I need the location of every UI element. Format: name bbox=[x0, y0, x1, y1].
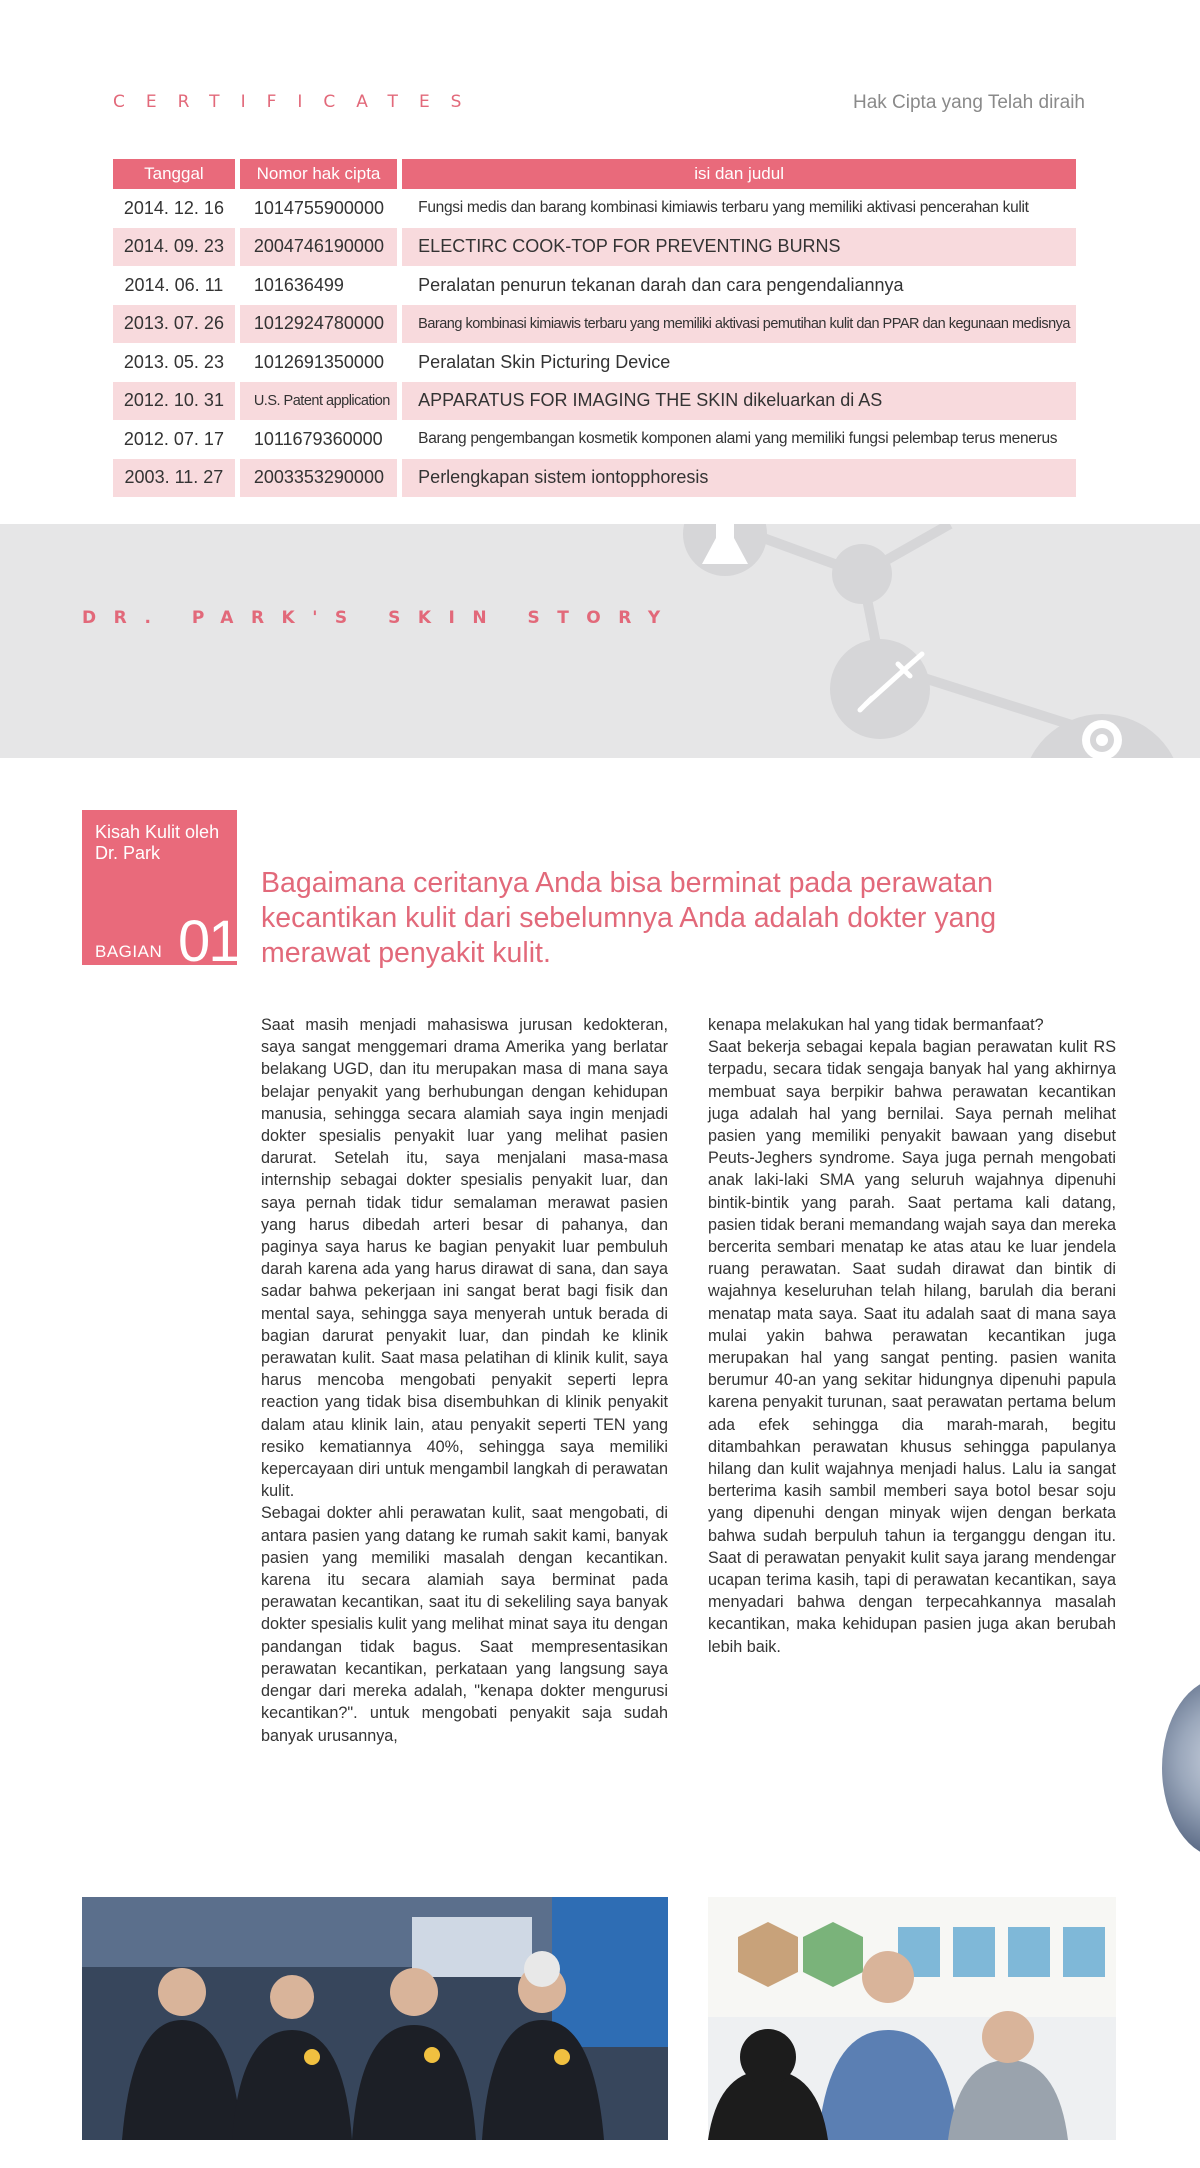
story-headline: Bagaimana ceritanya Anda bisa berminat pada perawatan kecantikan kulit dari sebelumnya Anda adalah dokter yang merawat penyakit kulit. bbox=[261, 867, 997, 969]
header-date: Tanggal bbox=[113, 159, 235, 189]
cell-date: 2003. 11. 27 bbox=[113, 459, 235, 498]
header-description: isi dan judul bbox=[402, 159, 1076, 189]
story-paragraph: kenapa melakukan hal yang tidak bermanfaat? bbox=[708, 1016, 1044, 1034]
cell-date: 2014. 06. 11 bbox=[124, 274, 224, 295]
cell-description: APPARATUS FOR IMAGING THE SKIN dikeluarkan di AS bbox=[402, 382, 1076, 421]
certificates-title: CERTIFICATES bbox=[113, 92, 483, 112]
cell-description: Fungsi medis dan barang kombinasi kimiawis terbaru yang memiliki aktivasi pencerahan kulit bbox=[418, 199, 1029, 217]
story-paragraph: Saat bekerja sebagai kepala bagian perawatan kulit RS terpadu, secara tidak sengaja banyak hal yang akhirnya membuat saya berpikir bahwa perawatan kecantikan juga adalah hal yang bernilai. Saya pernah melihat pasien yang memiliki penyakit bawaan yang disebut Peuts-Jeghers syndrome. Saya juga pernah mengobati anak laki-laki SMA yang seluruh wajahnya dipenuhi bintik-bintik yang parah. Saat pertama kali datang, pasien tidak berani memandang wajah saya dan mereka bercerita sembari menatap ke atas atau ke luar jendela ruang perawatan. Saat sudah dirawat dan bintik di wajahnya keseluruhan telah hilang, barulah dia berani menatap mata saya. Saat itu adalah saat di mana saya mulai yakin bahwa perawatan kecantikan juga merupakan hal yang sangat penting. pasien wanita berumur 40-an yang sekitar hidungnya dipenuhi papula karena penyakit turunan, saat perawatan pertama belum ada efek sehingga dia marah-marah, begitu ditambahkan perawatan khusus sehingga papulanya hilang dan kulit wajahnya menjadi halus. Lalu ia sangat berterima kasih sambil memberi saya botol besar soju yang dipenuhi dengan minyak wijen dengan berkata bahwa sudah berpuluh tahun ia terganggu dengan itu. Saat di perawatan penyakit kulit saya jarang mendengar ucapan terima kasih, tapi di perawatan kecantikan, saya menyadari bahwa dengan terpecahkannya masalah kecantikan, maka kehidupan pasien juga akan berubah lebih baik. bbox=[708, 1038, 1116, 1656]
story-column-left bbox=[261, 1014, 668, 1747]
table-row bbox=[113, 189, 1076, 228]
event-photo bbox=[82, 1897, 668, 2140]
header-number: Nomor hak cipta bbox=[240, 159, 397, 189]
cell-description: Barang kombinasi kimiawis terbaru yang memiliki aktivasi pemutihan kulit dan PPAR dan kegunaan medisnya bbox=[402, 305, 1076, 344]
consultation-photo-illustration bbox=[708, 1897, 1116, 2140]
cell-date: 2013. 05. 23 bbox=[123, 351, 224, 372]
cell-date: 2013. 07. 26 bbox=[113, 305, 235, 344]
cell-date: 2012. 10. 31 bbox=[113, 382, 235, 421]
cell-number: 2003353290000 bbox=[240, 459, 397, 498]
cell-number: 1012924780000 bbox=[240, 305, 397, 344]
table-row bbox=[113, 420, 1076, 459]
cell-number: U.S. Patent application bbox=[240, 382, 397, 421]
event-photo-illustration bbox=[82, 1897, 668, 2140]
table-row bbox=[113, 459, 1076, 498]
consultation-photo bbox=[708, 1897, 1116, 2140]
skin-story-banner bbox=[0, 524, 1200, 758]
cell-date: 2014. 09. 23 bbox=[113, 228, 235, 267]
small-node bbox=[832, 544, 892, 604]
story-column-right bbox=[708, 1014, 1116, 1658]
cell-date: 2014. 12. 16 bbox=[123, 197, 224, 218]
story-paragraph: Saat masih menjadi mahasiswa jurusan kedokteran, saya sangat menggemari drama Amerika yang berlatar belakang UGD, dan itu merupakan masa di mana saya belajar penyakit yang berhubungan dengan kehidupan manusia, sehingga secara alamiah saya ingin menjadi dokter spesialis penyakit luar yang melihat pasien darurat. Setelah itu, saya menjalani masa-masa internship sebagai dokter spesialis penyakit luar, dan saya pernah tidak tidur semalaman merawat pasien yang harus dibedah arteri besar di pahanya, dan paginya saya harus ke bagian penyakit luar pembuluh darah karena ada yang harus dirawat di sana, dan saya sadar bahwa pekerjaan ini sangat berat bagi fisik dan mental saya, sehingga saya menyerah untuk berada di bagian darurat penyakit luar, dan pindah ke klinik perawatan kulit. Saat masa pelatihan di klinik kulit, saya harus mencoba mengobati penyakit seperti lepra reaction yang tidak bisa disembuhkan di klinik penyakit dalam atau klinik lain, atau penyakit seperti TEN yang resiko kematiannya 40%, sehingga saya memiliki kepercayaan diri untuk mengambil langkah di perawatan kulit. bbox=[261, 1016, 668, 1501]
cell-number: 2004746190000 bbox=[240, 228, 397, 267]
table-row bbox=[113, 266, 1076, 305]
cell-description: ELECTIRC COOK-TOP FOR PREVENTING BURNS bbox=[402, 228, 1076, 267]
table-row bbox=[113, 228, 1076, 267]
cell-description: Peralatan Skin Picturing Device bbox=[418, 351, 671, 372]
cell-number: 1011679360000 bbox=[253, 428, 383, 449]
cell-description: Perlengkapan sistem iontopphoresis bbox=[402, 459, 1076, 498]
table-row bbox=[113, 305, 1076, 344]
table-header-row bbox=[113, 159, 1076, 189]
banner-title: DR. PARK'S SKIN STORY bbox=[82, 608, 678, 628]
certificates-subtitle: Hak Cipta yang Telah diraih bbox=[852, 92, 1085, 113]
cell-description: Peralatan penurun tekanan darah dan cara pengendaliannya bbox=[418, 274, 904, 295]
cell-description: Barang pengembangan kosmetik komponen alami yang memiliki fungsi pelembap terus menerus bbox=[418, 430, 1058, 448]
part-label: Kisah Kulit oleh Dr. Park bbox=[95, 822, 220, 863]
decorative-side-circle bbox=[1162, 1678, 1200, 1858]
story-paragraph: Sebagai dokter ahli perawatan kulit, saat mengobati, di antara pasien yang datang ke rumah sakit kami, banyak pasien yang memiliki masalah dengan kecantikan. karena itu secara alamiah saya berminat pada perawatan kecantikan, saat itu di sekeliling saya banyak dokter spesialis kulit yang melihat minat saya itu dengan pandangan tidak bagus. Saat mempresentasikan perawatan kecantikan, perkataan yang langsung saya dengar dari mereka adalah, "kenapa dokter mengurusi kecantikan?". untuk mengobati penyakit saja sudah banyak urusannya, bbox=[261, 1504, 668, 1745]
cell-number: 101636499 bbox=[253, 274, 344, 295]
cell-number: 1012691350000 bbox=[253, 351, 384, 372]
molecule-graphic bbox=[0, 524, 1200, 758]
table-row bbox=[113, 343, 1076, 382]
cell-date: 2012. 07. 17 bbox=[123, 428, 224, 449]
certificates-table bbox=[108, 159, 1081, 497]
part-word: BAGIAN bbox=[95, 942, 163, 961]
cell-number: 1014755900000 bbox=[253, 197, 384, 218]
part-number: 01 bbox=[178, 909, 239, 974]
table-row bbox=[113, 382, 1076, 421]
part-badge bbox=[82, 810, 239, 974]
